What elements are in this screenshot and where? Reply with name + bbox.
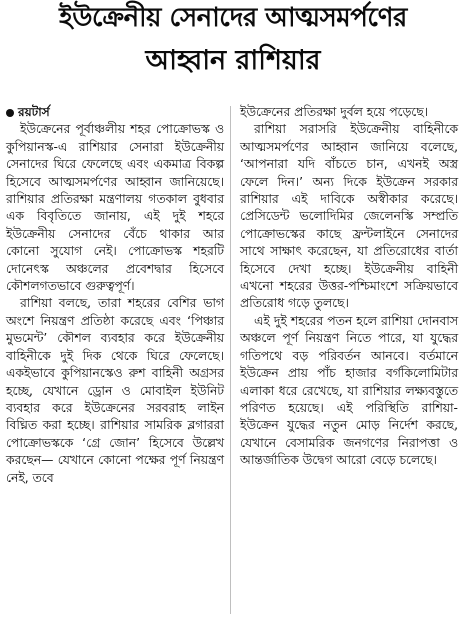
headline-line-2: আহ্বান রাশিয়ার [145,45,321,76]
paragraph: ইউক্রেনের পূর্বাঞ্চলীয় শহর পোক্রোভস্ক ও কুপিয়ানস্ক-এ রাশিয়ার সেনারা ইউক্রেনীয় সেনাদের ঘিরে ফেলেছে এবং একমাত্র বিকল্প হিসেবে আত্মসমর্পণের আহ্বান জানিয়েছে। রাশিয়ার প্রতিরক্ষা মন্ত্রণালয় গতকাল বুধবার এক বিবৃতিতে জানায়, এই দুই শহরে ইউক্রেনীয় সেনাদের বেঁচে থাকার আর কোনো সুযোগ নেই। পোক্রোভস্ক শহরটি দোনেৎস্ক অঞ্চলের প্রবেশদ্বার হিসেবে কৌশলগতভাবে গুরুত্বপূর্ণ। [6,122,224,294]
paragraph: এই দুই শহরের পতন হলে রাশিয়া দোনবাস অঞ্চলে পূর্ণ নিয়ন্ত্রণ নিতে পারে, যা যুদ্ধের গতিপথে বড় পরিবর্তন আনবে। বর্তমানে ইউক্রেন প্রায় পাঁচ হাজার বর্গকিলোমিটার এলাকা ধরে রেখেছে, যা রাশিয়ার লক্ষ্যবস্তুতে পরিণত হয়েছে। এই পরিস্থিতি রাশিয়া-ইউক্রেন যুদ্ধের নতুন মোড় নির্দেশ করছে, যেখানে বেসামরিক জনগণের নিরাপত্তা ও আন্তর্জাতিক উদ্বেগ আরো বেড়ে চলেছে। [240,313,458,468]
left-column [6,104,224,487]
bullet-icon [6,109,14,117]
paragraph: রাশিয়া বলছে, তারা শহরের বেশির ভাগ অংশে নিয়ন্ত্রণ প্রতিষ্ঠা করেছে এবং ‘পিঞ্চার মুভমেন্ট’ কৌশল ব্যবহার করে ইউক্রেনীয় বাহিনীকে দুই দিক থেকে ঘিরে ফেলেছে। একইভাবে কুপিয়ানস্কেও রুশ বাহিনী অগ্রসর হচ্ছে, যেখানে ড্রোন ও মোবাইল ইউনিট ব্যবহার করে ইউক্রেনের সরবরাহ লাইন বিঘ্নিত করা হচ্ছে। রাশিয়ার সামরিক ব্লগাররা পোক্রোভস্ককে ‘গ্রে জোন’ হিসেবে উল্লেখ করছেন— যেখানে কোনো পক্ষের পূর্ণ নিয়ন্ত্রণ নেই, তবে [6,296,224,485]
column-divider [230,106,231,614]
right-column [240,104,458,470]
byline [6,104,224,121]
paragraph: ইউক্রেনের প্রতিরক্ষা দুর্বল হয়ে পড়েছে। [240,105,429,119]
source-label: রয়টার্স [18,105,50,119]
paragraph: রাশিয়া সরাসরি ইউক্রেনীয় বাহিনীকে আত্মসমর্পণের আহ্বান জানিয়ে বলেছে, ‘আপনারা যদি বাঁচতে চান, এখনই অস্ত্র ফেলে দিন।’ অন্য দিকে ইউক্রেন সরকার রাশিয়ার এই দাবিকে অস্বীকার করেছে। প্রেসিডেন্ট ভলোদিমির জেলেনস্কি সম্প্রতি পোক্রোভস্কের কাছে ফ্রন্টলাইনে সেনাদের সাথে সাক্ষাৎ করেছেন, যা প্রতিরোধের বার্তা হিসেবে দেখা হচ্ছে। ইউক্রেনীয় বাহিনী এখনো শহরের উত্তর-পশ্চিমাংশে সক্রিয়ভাবে প্রতিরোধ গড়ে তুলছে। [240,122,458,311]
headline-line-1: ইউক্রেনীয় সেনাদের আত্মসমর্পণের [59,3,407,33]
